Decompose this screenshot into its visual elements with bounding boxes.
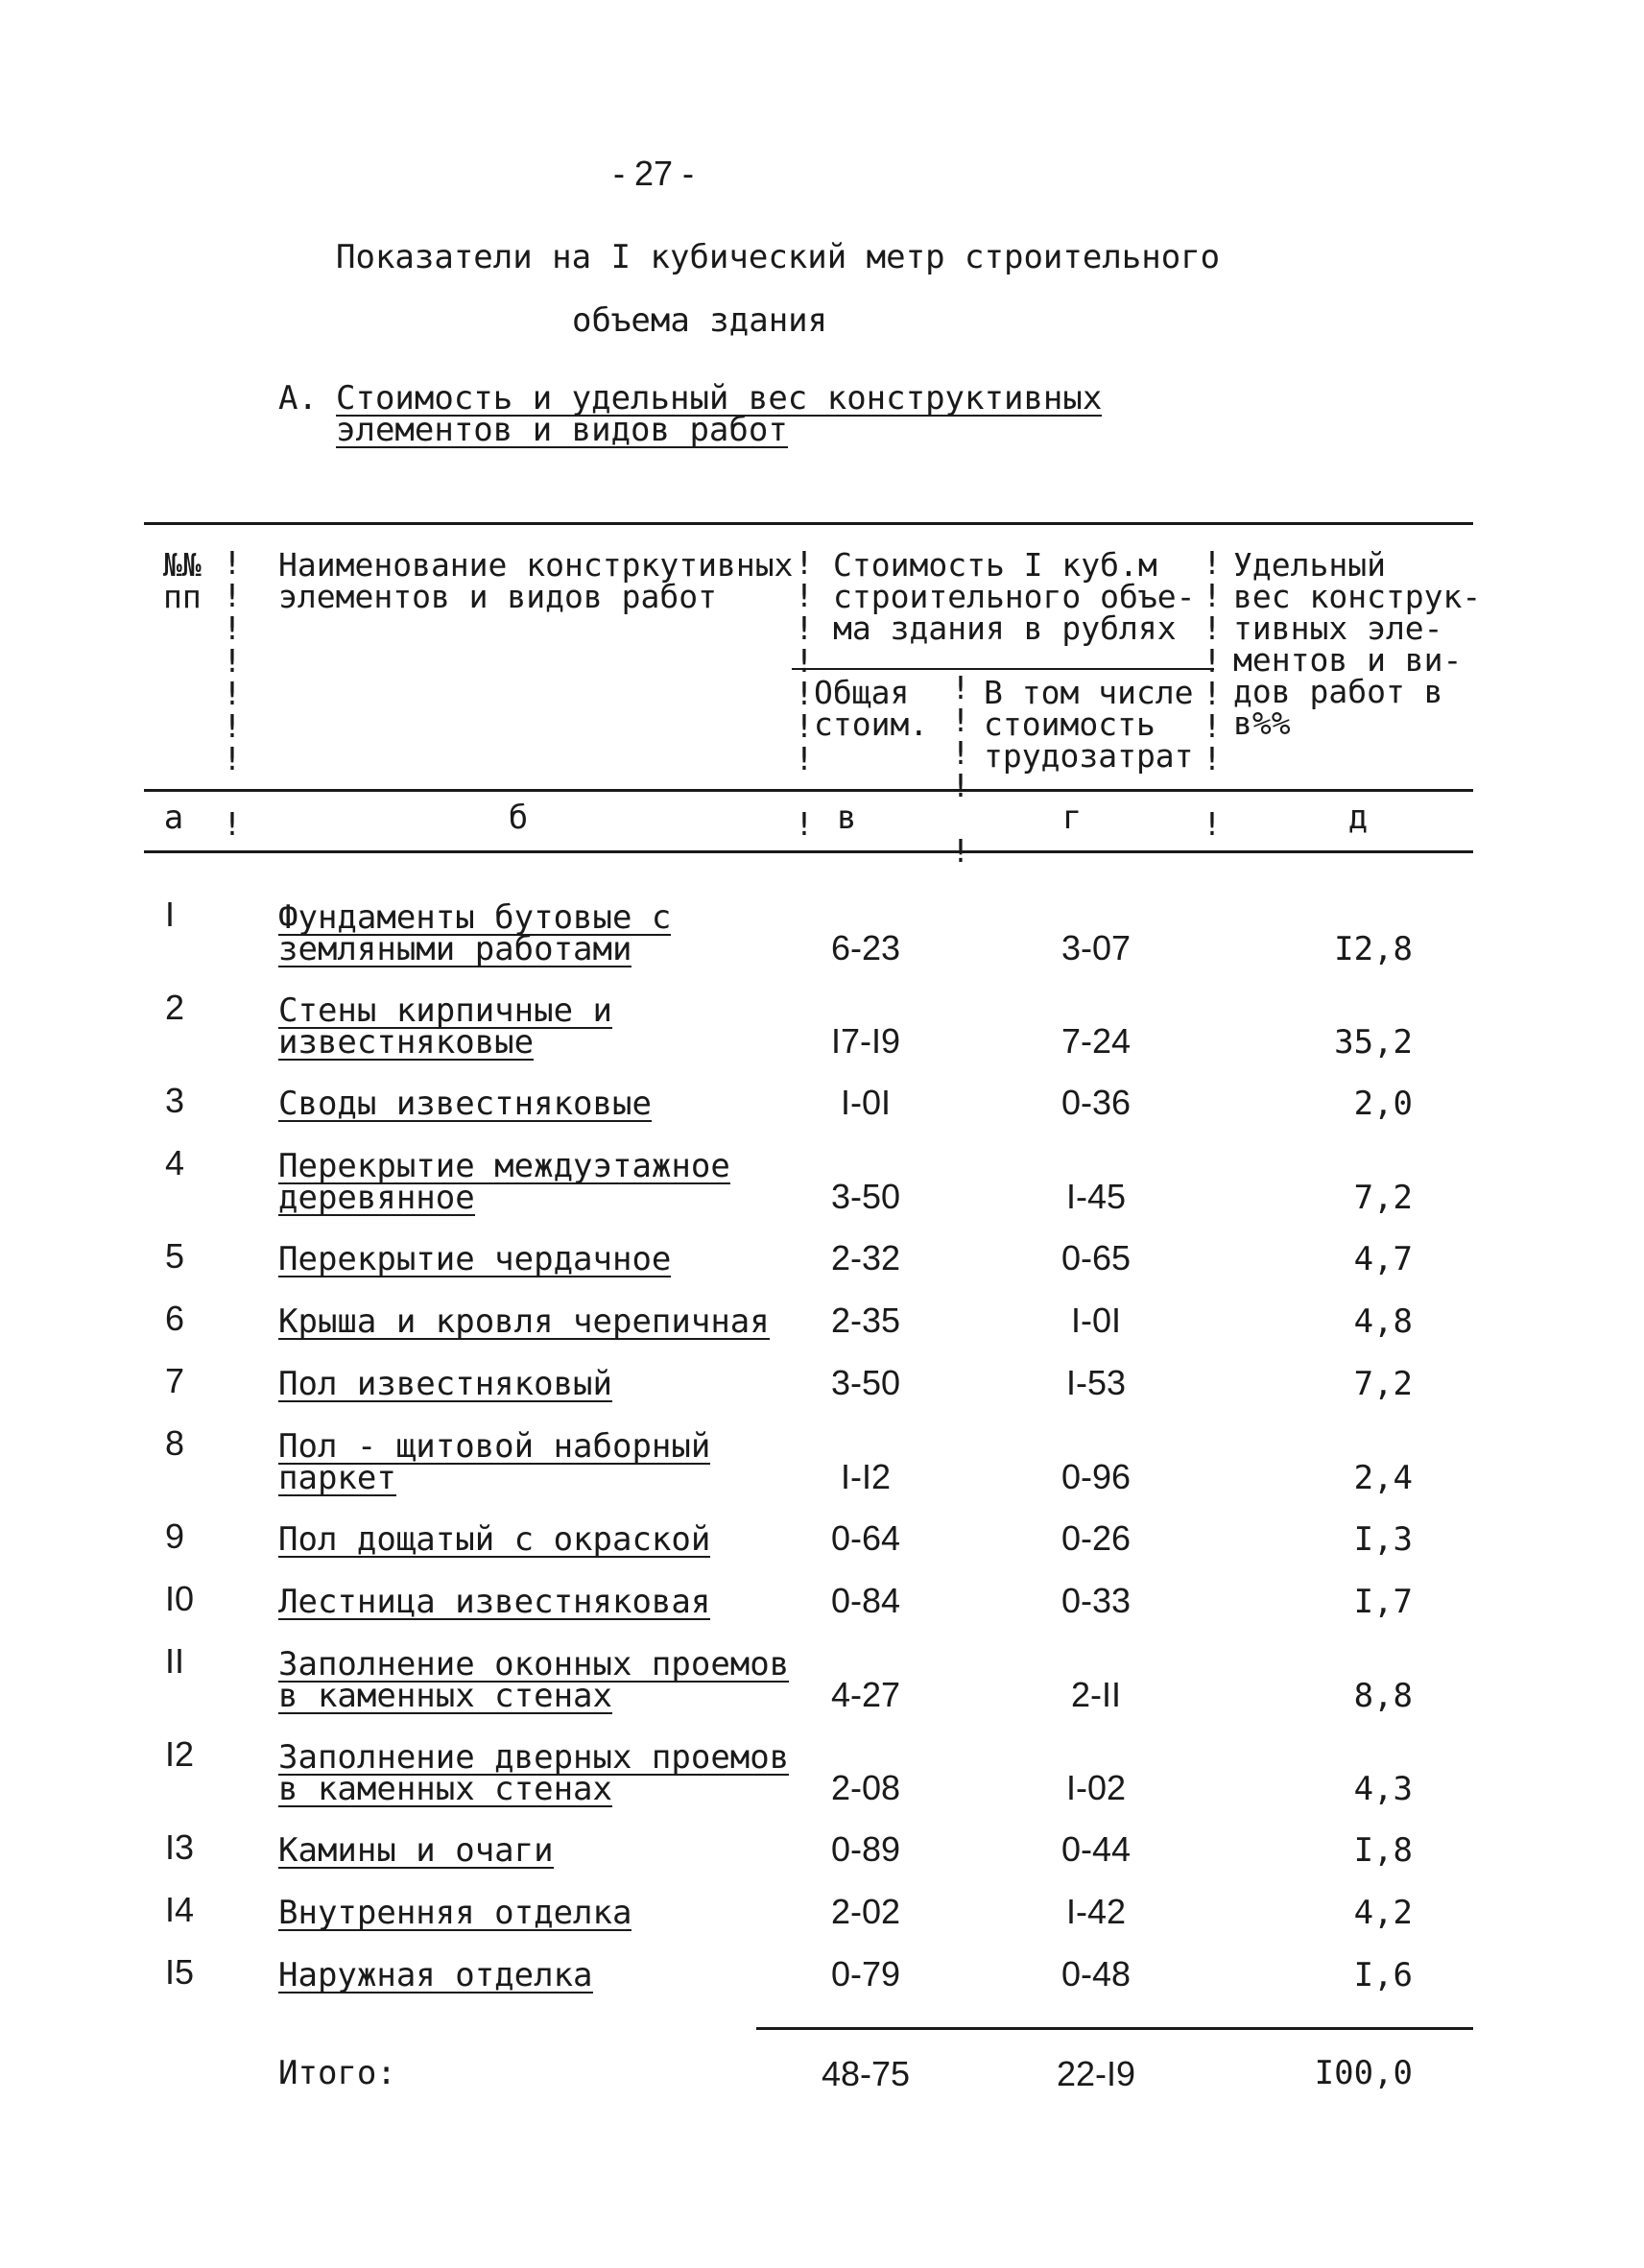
row-total-cost: 6-23 (830, 928, 901, 967)
row-share-percent: I,3 (1353, 1520, 1413, 1559)
totals-total-cost: 48-75 (821, 2054, 911, 2093)
row-labor-cost: I-45 (1065, 1177, 1127, 1216)
totals-labor-cost: 22-I9 (1056, 2054, 1136, 2093)
row-number: I5 (165, 1952, 195, 1992)
row-share-percent: I2,8 (1334, 930, 1413, 968)
row-share-percent: 4,3 (1353, 1770, 1413, 1808)
row-name: Фундаменты бутовые с (278, 898, 672, 937)
row-name-continued: в каменных стенах (278, 1770, 612, 1808)
row-number: II (165, 1641, 185, 1681)
row-total-cost: 0-79 (830, 1954, 901, 1993)
separator-col-b: ! ! ! ! ! ! ! ! (795, 544, 814, 843)
page-title-line2: объема здания (572, 301, 828, 340)
column-letter-v: в (837, 799, 857, 837)
row-total-cost: I-0I (840, 1083, 892, 1122)
row-total-cost: 0-89 (830, 1829, 901, 1869)
row-name: Перекрытие междуэтажное (278, 1147, 730, 1185)
row-name: Заполнение оконных проемов (278, 1645, 790, 1683)
row-name: Внутренняя отделка (278, 1894, 632, 1932)
row-number: 9 (165, 1516, 185, 1556)
column-letter-b: б (508, 799, 529, 837)
row-share-percent: 4,7 (1353, 1240, 1413, 1278)
column-letter-d: д (1347, 799, 1369, 837)
row-total-cost: I7-I9 (830, 1021, 901, 1061)
row-name-continued: деревянное (278, 1179, 475, 1217)
row-total-cost: 2-02 (830, 1892, 901, 1931)
row-number: 4 (165, 1143, 185, 1182)
row-share-percent: 4,8 (1353, 1302, 1413, 1341)
row-number: I3 (165, 1827, 195, 1867)
row-number: I2 (165, 1734, 195, 1774)
separator-col-g: ! ! ! ! ! ! ! ! (1203, 544, 1222, 843)
row-total-cost: 2-08 (830, 1768, 901, 1807)
row-labor-cost: 0-36 (1060, 1083, 1132, 1122)
row-share-percent: 2,4 (1353, 1459, 1413, 1497)
row-name: Камины и очаги (278, 1831, 554, 1870)
row-share-percent: I,7 (1353, 1583, 1413, 1621)
header-cost-group: Стоимость I куб.м строительного объе- ма здания в рублях (833, 546, 1196, 647)
row-labor-cost: 2-II (1070, 1675, 1122, 1714)
row-share-percent: 7,2 (1353, 1365, 1413, 1403)
row-share-percent: 2,0 (1353, 1085, 1413, 1123)
row-name: Крыша и кровля черепичная (278, 1302, 770, 1341)
row-number: I4 (165, 1890, 195, 1929)
row-number: I (165, 895, 176, 934)
row-labor-cost: 0-48 (1060, 1954, 1132, 1993)
header-col-d: Удельный вес конструк- тивных эле- ментов и ви- дов работ в в%% (1233, 546, 1482, 742)
row-number: 7 (165, 1361, 185, 1400)
row-total-cost: I-I2 (840, 1457, 892, 1496)
row-name: Своды известняковые (278, 1085, 652, 1123)
row-share-percent: 8,8 (1353, 1677, 1413, 1715)
page-number: - 27 - (612, 154, 695, 193)
row-labor-cost: 0-26 (1060, 1518, 1132, 1558)
row-total-cost: 3-50 (830, 1363, 901, 1402)
row-name-continued: в каменных стенах (278, 1677, 612, 1715)
row-labor-cost: 0-65 (1060, 1238, 1132, 1277)
row-labor-cost: 0-33 (1060, 1581, 1132, 1620)
totals-rule (756, 2027, 1473, 2030)
row-number: 2 (165, 988, 185, 1027)
separator-col-a: ! ! ! ! ! ! ! ! (223, 544, 242, 843)
row-share-percent: I,8 (1353, 1831, 1413, 1870)
cost-group-rule (792, 668, 1214, 670)
row-name: Пол дощатый с окраской (278, 1520, 711, 1559)
column-letters-rule (144, 850, 1473, 853)
row-name: Пол известняковый (278, 1365, 612, 1403)
row-labor-cost: I-42 (1065, 1892, 1127, 1931)
row-total-cost: 0-64 (830, 1518, 901, 1558)
row-total-cost: 2-32 (830, 1238, 901, 1277)
header-col-a: №№ пп (163, 546, 202, 615)
row-share-percent: 35,2 (1334, 1023, 1413, 1062)
row-name-continued: земляными работами (278, 930, 632, 968)
row-labor-cost: I-0I (1070, 1301, 1122, 1340)
separator-col-v: ! ! ! ! ! (951, 669, 970, 870)
row-labor-cost: I-02 (1065, 1768, 1127, 1807)
row-share-percent: I,6 (1353, 1956, 1413, 1994)
row-labor-cost: I-53 (1065, 1363, 1127, 1402)
row-share-percent: 7,2 (1353, 1179, 1413, 1217)
row-name: Перекрытие чердачное (278, 1240, 672, 1278)
row-labor-cost: 7-24 (1060, 1021, 1132, 1061)
row-labor-cost: 0-44 (1060, 1829, 1132, 1869)
header-col-b: Наименование констркутивных элементов и видов работ (278, 546, 794, 615)
row-total-cost: 2-35 (830, 1301, 901, 1340)
row-name: Заполнение дверных проемов (278, 1738, 790, 1777)
row-number: 3 (165, 1081, 185, 1120)
section-title-line1: Стоимость и удельный вес конструктивных (336, 379, 1103, 418)
row-name-continued: паркет (278, 1459, 396, 1497)
row-number: 8 (165, 1423, 185, 1463)
table-top-rule (144, 522, 1473, 525)
row-name: Лестница известняковая (278, 1583, 711, 1621)
row-total-cost: 0-84 (830, 1581, 901, 1620)
page-title-line1: Показатели на I кубический метр строительного (336, 238, 1221, 276)
row-share-percent: 4,2 (1353, 1894, 1413, 1932)
row-name-continued: известняковые (278, 1023, 535, 1062)
section-title-line2: элементов и видов работ (336, 411, 788, 449)
column-letter-g: г (1061, 799, 1083, 837)
row-name: Стены кирпичные и (278, 991, 612, 1030)
column-letter-a: а (163, 799, 184, 837)
row-number: I0 (165, 1579, 195, 1618)
header-col-v: Общая стоим. (814, 674, 929, 743)
totals-label: Итого: (278, 2054, 396, 2092)
row-labor-cost: 0-96 (1060, 1457, 1132, 1496)
row-number: 6 (165, 1299, 185, 1338)
totals-share: I00,0 (1314, 2054, 1413, 2092)
section-letter: А. (278, 379, 318, 418)
row-total-cost: 3-50 (830, 1177, 901, 1216)
header-col-g: В том числе стоимость трудозатрат (984, 674, 1194, 775)
row-name: Пол - щитовой наборный (278, 1427, 711, 1466)
row-name: Наружная отделка (278, 1956, 593, 1994)
row-number: 5 (165, 1236, 185, 1276)
row-total-cost: 4-27 (830, 1675, 901, 1714)
row-labor-cost: 3-07 (1060, 928, 1132, 967)
